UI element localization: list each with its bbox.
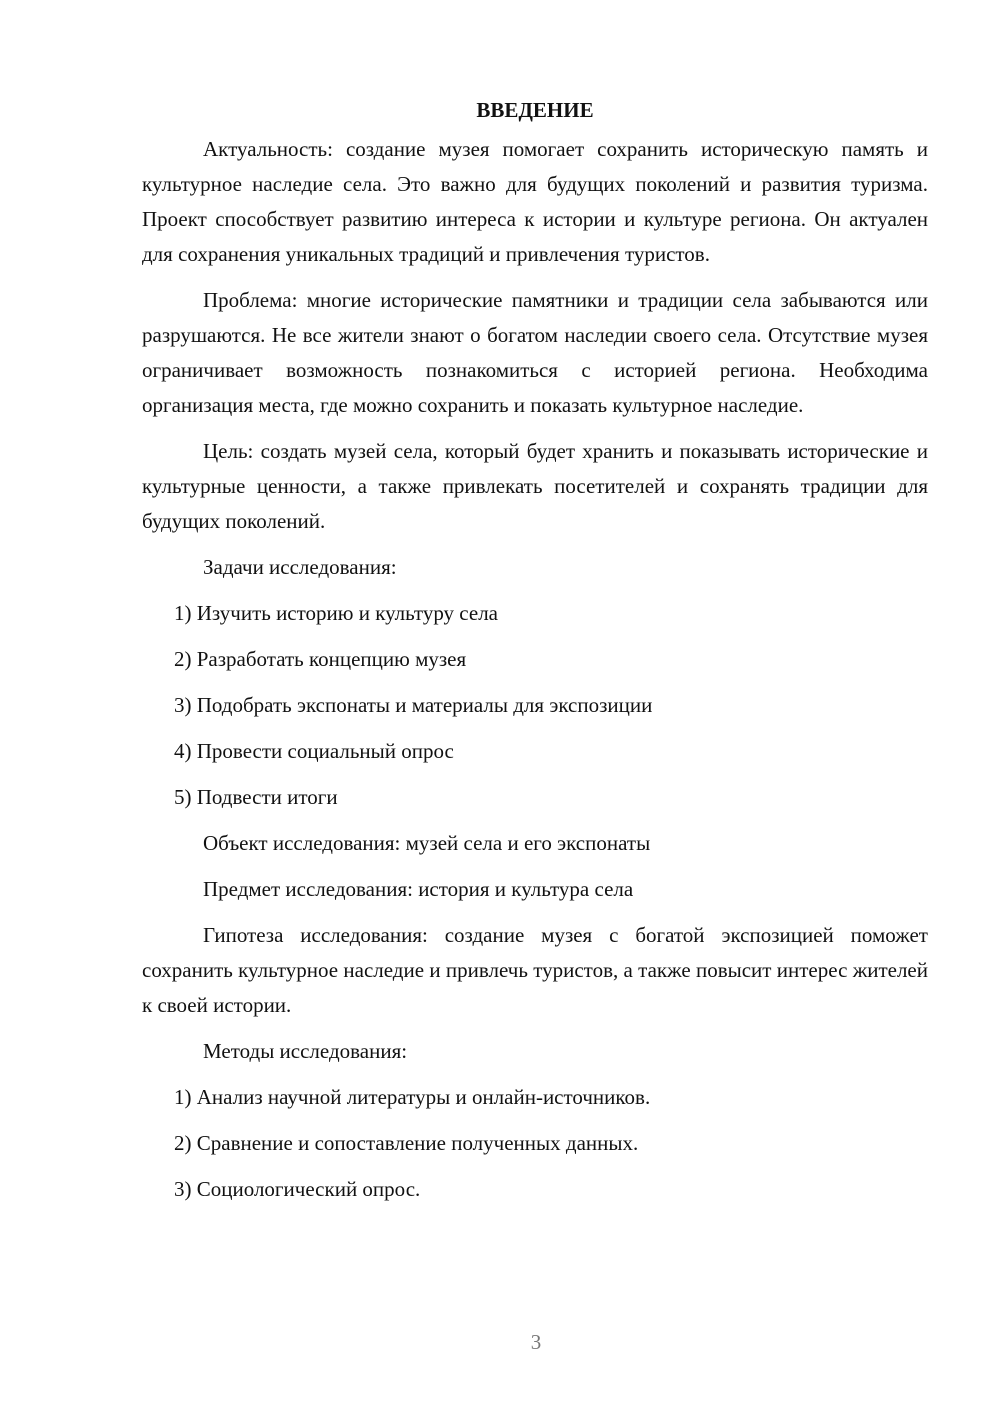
task-item-4: 4) Провести социальный опрос: [174, 739, 454, 763]
methods-heading: Методы исследования:: [203, 1039, 408, 1063]
method-item-1: 1) Анализ научной литературы и онлайн-источников.: [174, 1085, 651, 1109]
research-subject: Предмет исследования: история и культура села: [203, 877, 634, 901]
method-item-3: 3) Социологический опрос.: [174, 1177, 421, 1201]
hypothesis-paragraph: Гипотеза исследования: создание музея с богатой экспозицией поможет сохранить культурное наследие и привлечь туристов, а также повысит интерес жителей к своей истории.: [142, 923, 928, 1017]
relevance-paragraph: Актуальность: создание музея помогает сохранить историческую память и культурное наследие села. Это важно для будущих поколений и развития туризма. Проект способствует развитию интереса к истории и культуре региона. Он актуален для сохранения уникальных традиций и привлечения туристов.: [142, 137, 928, 266]
problem-paragraph: Проблема: многие исторические памятники и традиции села забываются или разрушаются. Не все жители знают о богатом наследии своего села. Отсутствие музея ограничивает возможность познакомиться с историей региона. Необходима организация места, где можно сохранить и показать культурное наследие.: [142, 288, 928, 417]
task-item-2: 2) Разработать концепцию музея: [174, 647, 467, 671]
research-object: Объект исследования: музей села и его экспонаты: [203, 831, 651, 855]
task-item-1: 1) Изучить историю и культуру села: [174, 601, 499, 625]
task-item-5: 5) Подвести итоги: [174, 785, 338, 809]
task-item-3: 3) Подобрать экспонаты и материалы для экспозиции: [174, 693, 653, 717]
page-title: ВВЕДЕНИЕ: [476, 98, 594, 122]
goal-paragraph: Цель: создать музей села, который будет хранить и показывать исторические и культурные ценности, а также привлекать посетителей и сохранять традиции для будущих поколений.: [142, 439, 928, 533]
tasks-heading: Задачи исследования:: [203, 555, 397, 579]
method-item-2: 2) Сравнение и сопоставление полученных данных.: [174, 1131, 639, 1155]
document-page: [142, 92, 928, 1218]
page-number: 3: [530, 1330, 542, 1354]
